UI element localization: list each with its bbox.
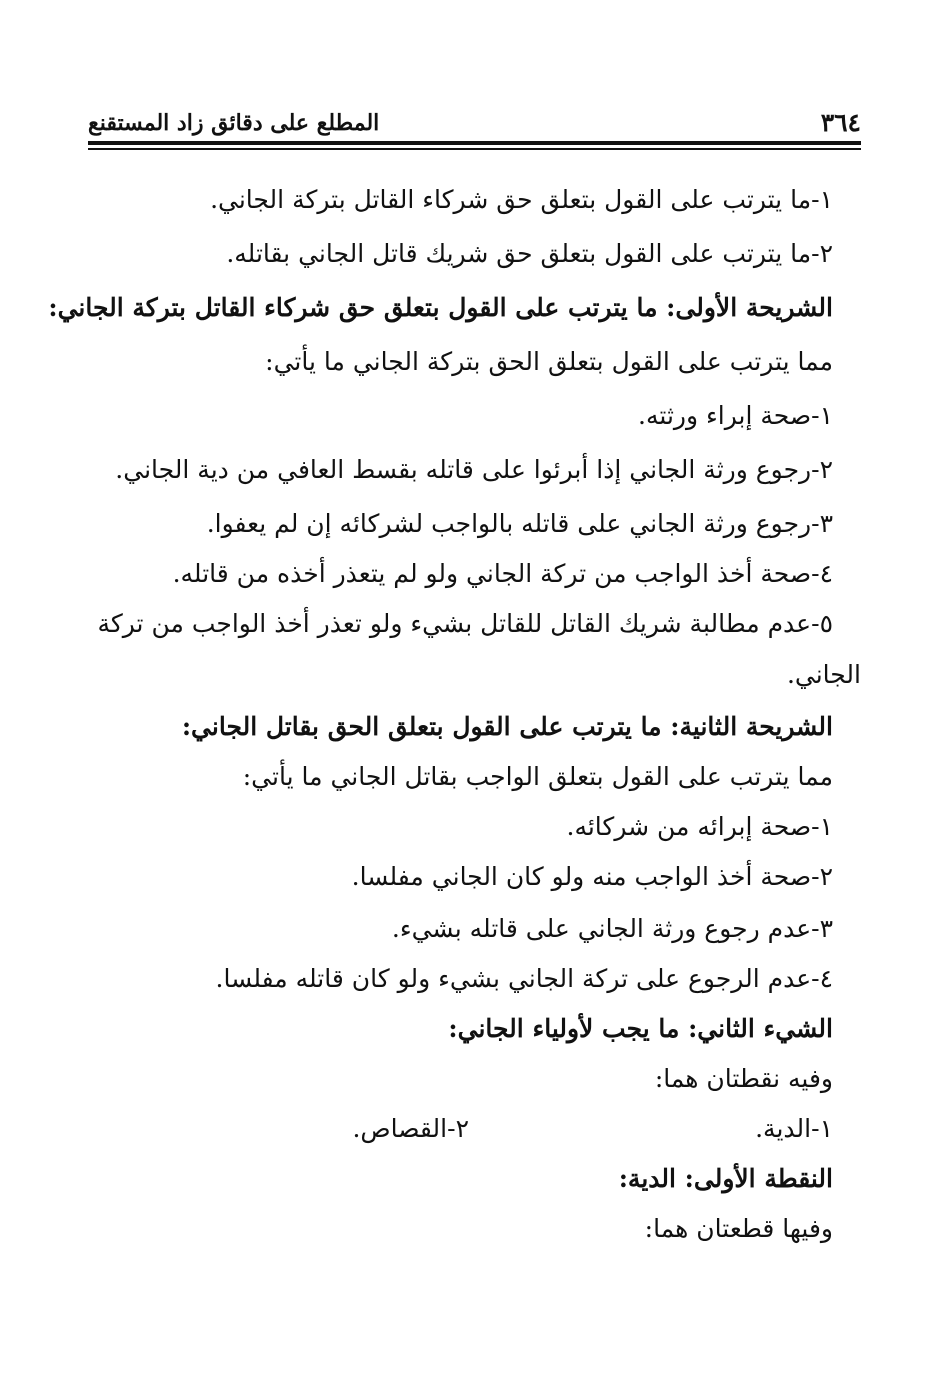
paragraph-intro-3: وفيه نقطتان هما: [654, 1064, 833, 1093]
list-item-a1: ١-صحة إبراء ورثته. [638, 401, 833, 430]
list-item-b2: ٢-صحة أخذ الواجب منه ولو كان الجاني مفلسا. [351, 862, 833, 891]
list-item-b3: ٣-عدم رجوع ورثة الجاني على قاتله بشيء. [391, 914, 833, 943]
list-item-b1: ١-صحة إبرائه من شركائه. [566, 812, 833, 841]
two-col-item-left: ٢-القصاص. [352, 1114, 469, 1143]
paragraph-intro-2: مما يترتب على القول بتعلق الواجب بقاتل الجاني ما يأتي: [242, 762, 833, 791]
list-item-a5-continuation: الجاني. [786, 660, 861, 689]
header-rule-thick [88, 141, 861, 145]
section-heading-second-slice: الشريحة الثانية: ما يترتب على القول بتعلق الحق بقاتل الجاني: [181, 712, 833, 741]
list-item-1: ١-ما يترتب على القول بتعلق حق شركاء القاتل بتركة الجاني. [210, 185, 833, 214]
list-item-a5: ٥-عدم مطالبة شريك القاتل للقاتل بشيء ولو تعذر أخذ الواجب من تركة [97, 609, 833, 638]
header-rule-thin [88, 148, 861, 150]
list-item-a4: ٤-صحة أخذ الواجب من تركة الجاني ولو لم يتعذر أخذه من قاتله. [172, 559, 833, 588]
paragraph-intro-1: مما يترتب على القول بتعلق الحق بتركة الجاني ما يأتي: [265, 347, 833, 376]
list-item-a3: ٣-رجوع ورثة الجاني على قاتله بالواجب لشركائه إن لم يعفوا. [206, 509, 833, 538]
list-item-a2: ٢-رجوع ورثة الجاني إذا أبرئوا على قاتله بقسط العافي من دية الجاني. [115, 455, 833, 484]
section-heading-first-point: النقطة الأولى: الدية: [618, 1164, 833, 1193]
list-item-2: ٢-ما يترتب على القول بتعلق حق شريك قاتل الجاني بقاتله. [226, 239, 833, 268]
paragraph-intro-4: وفيها قطعتان هما: [644, 1214, 833, 1243]
page-header [88, 104, 861, 138]
list-item-b4: ٤-عدم الرجوع على تركة الجاني بشيء ولو كان قاتله مفلسا. [215, 964, 833, 993]
page-number: ٣٦٤ [820, 108, 861, 137]
section-heading-first-slice: الشريحة الأولى: ما يترتب على القول بتعلق حق شركاء القاتل بتركة الجاني: [48, 293, 833, 322]
section-heading-second-thing: الشيء الثاني: ما يجب لأولياء الجاني: [448, 1014, 833, 1043]
two-col-item-right: ١-الدية. [755, 1114, 833, 1143]
running-title: المطلع على دقائق زاد المستقنع [88, 110, 380, 136]
